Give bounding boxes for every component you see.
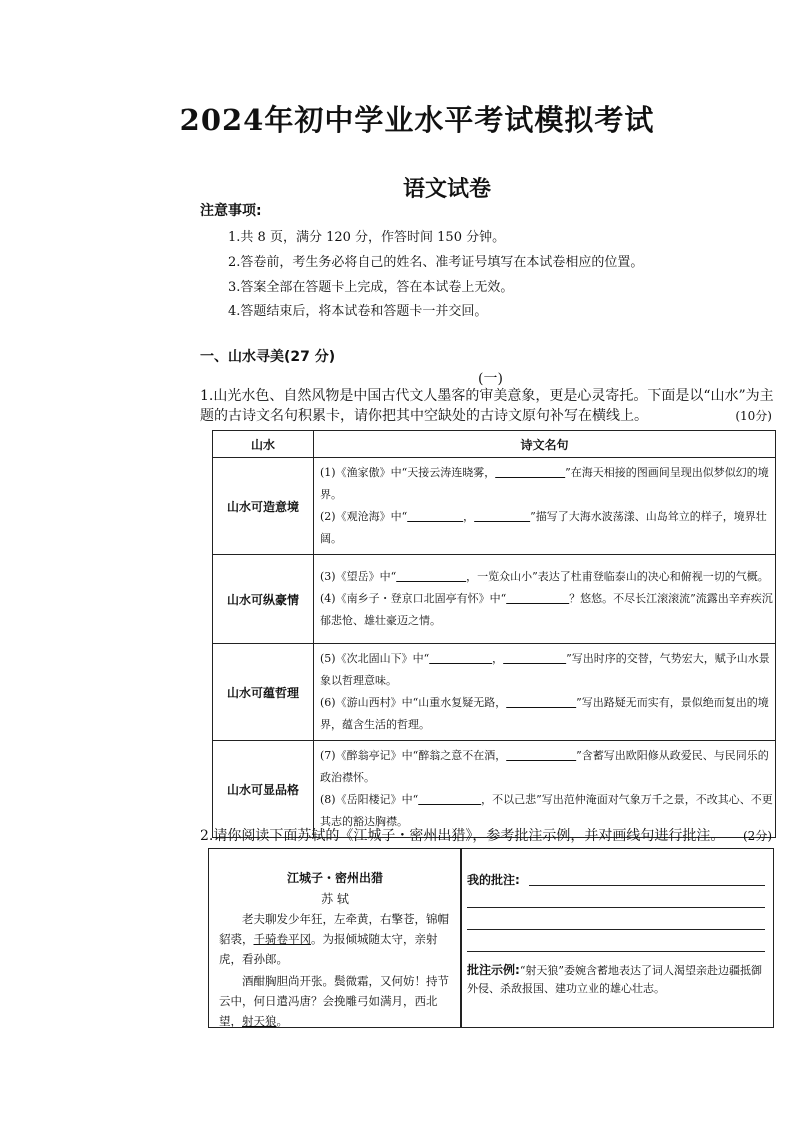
table-row [213,555,776,644]
poem-box [208,848,462,1028]
answer-line[interactable] [467,951,765,952]
answer-blank[interactable] [418,793,481,806]
table-header: 山水 [213,431,314,458]
answer-blank[interactable] [396,570,466,583]
answer-blank[interactable] [503,652,566,665]
row-category: 山水可蕴哲理 [213,644,314,741]
row-items [314,555,776,644]
fill-item: (6)《游山西村》中“山重水复疑无路， ”写出路疑无而实有，景似绝而复出的境界，蕴含生活的哲理。 [320,696,769,731]
fill-item: (7)《醉翁亭记》中“醉翁之意不在酒， ”含蓄写出欧阳修从政爱民、与民同乐的政治襟怀。 [320,749,769,784]
table-row [213,741,776,838]
row-items [314,644,776,741]
fill-item: (8)《岳阳楼记》中“ ，不以己悲”写出范仲淹面对气象万千之景，不改其心、不更其志的豁达胸襟。 [320,793,773,828]
poem-paragraph: 老夫聊发少年狂，左牵黄，右擎苍，锦帽貂裘，千骑卷平冈。为报倾城随太守，亲射虎，看孙郎。 [219,912,449,966]
question-2-text: 2.请你阅读下面苏轼的《江城子・密州出猎》，参考批注示例，并对画线句进行批注。 [200,828,725,844]
question-1-points: (10分) [735,409,772,423]
row-items [314,458,776,555]
answer-line[interactable] [467,907,765,908]
example-text: “射天狼”委婉含蓄地表达了词人渴望亲赴边疆抵御外侵、杀敌报国、建功立业的雄心壮志。 [467,964,763,995]
row-category: 山水可显品格 [213,741,314,838]
answer-blank[interactable] [429,652,492,665]
answer-blank[interactable] [407,510,463,523]
question-2-points: (2分) [743,829,772,843]
fill-item: (4)《南乡子・登京口北固亭有怀》中“ ？悠悠。不尽长江滚滚流”流露出辛弃疾沉郁悲怆、雄壮豪迈之情。 [320,592,773,627]
my-annotation-label: 我的批注: [467,873,520,887]
note-item: 1.共 8 页，满分 120 分，作答时间 150 分钟。 [228,230,506,245]
fill-item: (5)《次北固山下》中“ ， ”写出时序的交替，气势宏大，赋予山水景象以哲理意味。 [320,652,770,687]
subsection-heading: (一) [478,371,503,387]
annotation-box [460,848,774,1028]
answer-blank[interactable] [506,592,569,605]
table-row [213,644,776,741]
table-header-row [213,431,776,458]
row-category: 山水可造意境 [213,458,314,555]
poem-paragraph: 酒酣胸胆尚开张。鬓微霜，又何妨！持节云中，何日遣冯唐？会挽雕弓如满月，西北望，射天狼。 [219,974,449,1028]
fill-item: (3)《望岳》中“ ，一览众山小”表达了杜甫登临泰山的决心和俯视一切的气概。 [320,570,769,583]
answer-blank[interactable] [495,466,565,479]
poem-author: 苏 轼 [321,892,349,906]
fill-item: (2)《观沧海》中“ ， ”描写了大海水波荡漾、山岛耸立的样子，境界壮阔。 [320,510,767,545]
answer-blank[interactable] [506,749,576,762]
table-header: 诗文名句 [314,431,776,458]
answer-line[interactable] [467,929,765,930]
row-category: 山水可纵豪情 [213,555,314,644]
question-1-line1: 1.山光水色、自然风物是中国古代文人墨客的审美意象，更是心灵寄托。下面是以“山水”为主 [200,388,774,404]
example-annotation [467,961,767,998]
section-heading: 一、山水寻美(27 分) [200,349,336,365]
note-item: 2.答卷前，考生务必将自己的姓名、准考证号填写在本试卷相应的位置。 [228,255,644,270]
question-2 [200,826,782,846]
underlined-line: 千骑卷平冈 [253,932,311,946]
question-1 [200,386,782,426]
poetry-table [212,430,776,838]
row-items [314,741,776,838]
example-label: 批注示例: [467,963,520,977]
fill-item: (1)《渔家傲》中“天接云涛连晓雾， ”在海天相接的图画间呈现出似梦似幻的境界。 [320,466,769,501]
table-row [213,458,776,555]
note-item: 4.答题结束后，将本试卷和答题卡一并交回。 [228,304,488,319]
answer-blank[interactable] [506,696,576,709]
notes-heading: 注意事项: [200,203,262,219]
answer-blank[interactable] [474,510,530,523]
underlined-line: 射天狼 [242,1014,277,1028]
subject-title: 语文试卷 [402,176,491,202]
question-1-line2: 题的古诗文名句积累卡，请你把其中空缺处的古诗文原句补写在横线上。 [200,408,648,424]
poem-title: 江城子・密州出猎 [286,871,383,885]
exam-title: 2024年初中学业水平考试模拟考试 [179,103,655,137]
answer-line[interactable] [529,885,765,886]
note-item: 3.答案全部在答题卡上完成，答在本试卷上无效。 [228,280,514,295]
